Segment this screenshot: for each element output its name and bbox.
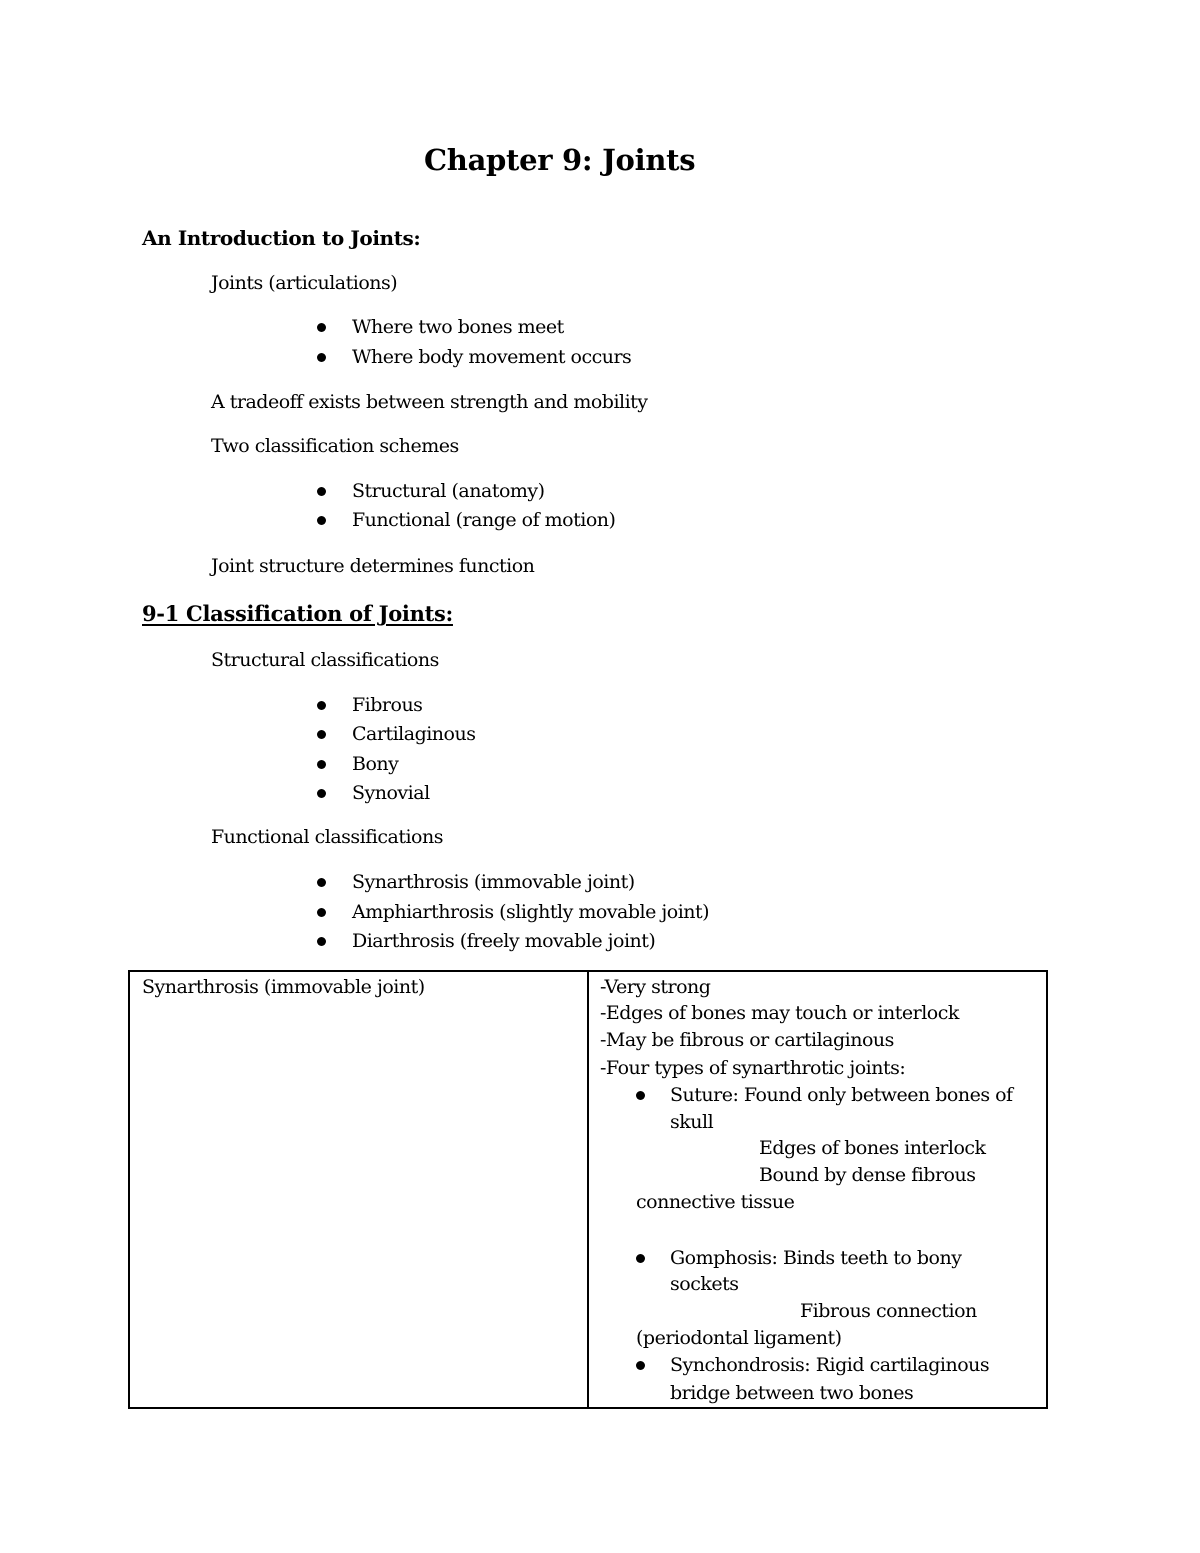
list-item: Synovial (352, 782, 430, 804)
list-item: Where two bones meet (352, 316, 564, 338)
bullet-icon (317, 516, 326, 525)
table-line: -Very strong (600, 976, 711, 998)
list-item: Bony (352, 753, 399, 775)
bullet-icon (636, 1254, 645, 1263)
bullet-icon (317, 487, 326, 496)
table-line: Fibrous connection (800, 1300, 977, 1322)
list-item: Synarthrosis (immovable joint) (352, 871, 635, 893)
joints-label: Joints (articulations) (211, 272, 398, 294)
bullet-icon (317, 701, 326, 710)
table-line: bridge between two bones (670, 1382, 914, 1404)
table-line: Bound by dense fibrous (759, 1164, 976, 1186)
table-line: Synchondrosis: Rigid cartilaginous (670, 1354, 990, 1376)
list-item: Amphiarthrosis (slightly movable joint) (352, 901, 710, 923)
list-item: Where body movement occurs (352, 346, 632, 368)
table-column-divider (587, 970, 589, 1409)
list-item: Fibrous (352, 694, 423, 716)
section-heading: 9-1 Classification of Joints: (142, 601, 453, 626)
bullet-icon (317, 323, 326, 332)
bullet-icon (317, 878, 326, 887)
bullet-icon (317, 760, 326, 769)
bullet-icon (317, 353, 326, 362)
list-item: Diarthrosis (freely movable joint) (352, 930, 656, 952)
tradeoff-text: A tradeoff exists between strength and mobility (211, 391, 648, 413)
table-line: -Edges of bones may touch or interlock (600, 1002, 959, 1024)
bullet-icon (636, 1091, 645, 1100)
list-item: Structural (anatomy) (352, 480, 545, 502)
bullet-icon (317, 937, 326, 946)
table-line: skull (670, 1111, 714, 1133)
structural-label: Structural classifications (211, 649, 439, 671)
bullet-icon (317, 730, 326, 739)
intro-heading: An Introduction to Joints: (142, 226, 421, 250)
list-item: Cartilaginous (352, 723, 476, 745)
table-line: -Four types of synarthrotic joints: (600, 1057, 906, 1079)
table-line: (periodontal ligament) (636, 1327, 842, 1349)
list-item: Functional (range of motion) (352, 509, 616, 531)
table-line: sockets (670, 1273, 739, 1295)
table-left-cell: Synarthrosis (immovable joint) (142, 976, 425, 998)
structure-note: Joint structure determines function (211, 555, 535, 577)
table-line: -May be fibrous or cartilaginous (600, 1029, 894, 1051)
table-line: Suture: Found only between bones of (670, 1084, 1013, 1106)
bullet-icon (317, 908, 326, 917)
schemes-label: Two classification schemes (211, 435, 459, 457)
page-title: Chapter 9: Joints (424, 143, 696, 177)
table-line: Gomphosis: Binds teeth to bony (670, 1247, 962, 1269)
bullet-icon (317, 789, 326, 798)
functional-label: Functional classifications (211, 826, 443, 848)
table-line: connective tissue (636, 1191, 795, 1213)
table-line: Edges of bones interlock (759, 1137, 986, 1159)
bullet-icon (636, 1361, 645, 1370)
